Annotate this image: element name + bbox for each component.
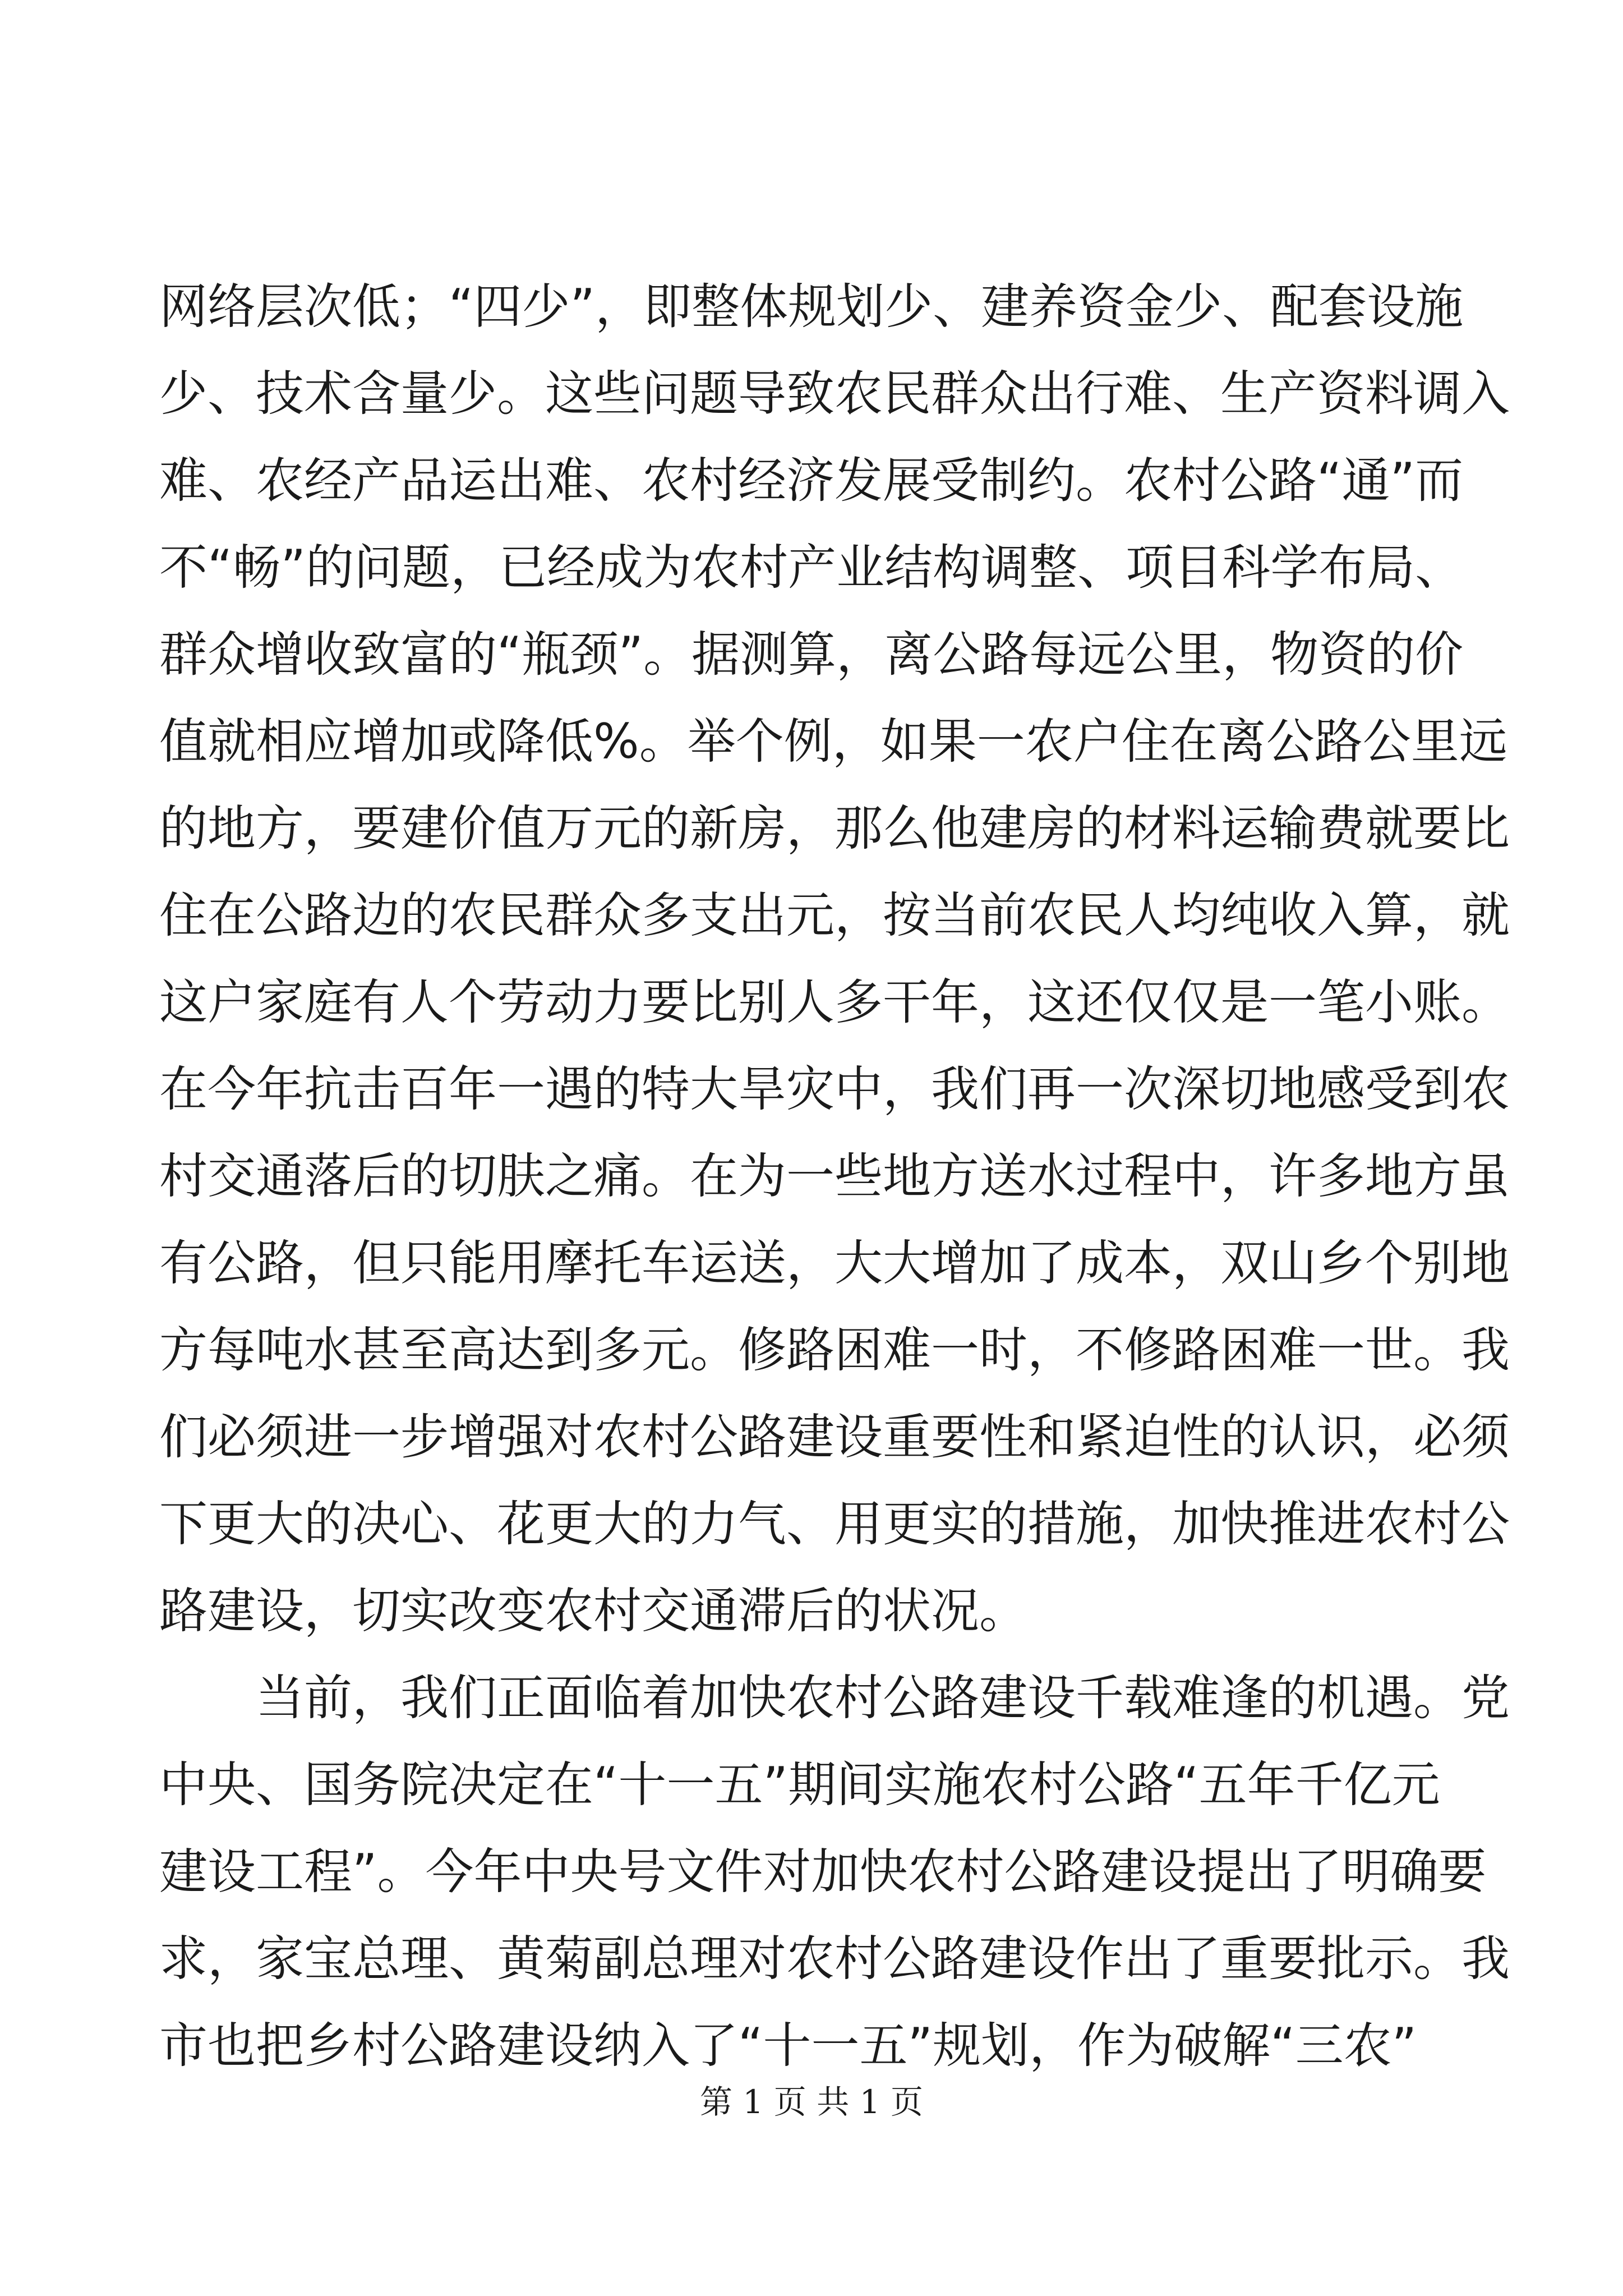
text-line: 有公路，但只能用摩托车运送，大大增加了成本，双山乡个别地 [159,1235,1510,1291]
text-line: 市也把乡村公路建设纳入了“十一五”规划，作为破解“三农” [159,2018,1417,2074]
text-line: 值就相应增加或降低%。举个例，如果一农户住在离公路公里远 [159,714,1507,770]
text-line: 的地方，要建价值万元的新房，那么他建房的材料运输费就要比 [159,800,1510,857]
text-line: 方每吨水甚至高达到多元。修路困难一时，不修路困难一世。我 [159,1322,1510,1378]
text-line: 少、技术含量少。这些问题导致农民群众出行难、生产资料调入 [159,366,1510,422]
text-line: 求，家宝总理、黄菊副总理对农村公路建设作出了重要批示。我 [159,1931,1510,1987]
text-line: 村交通落后的切肤之痛。在为一些地方送水过程中，许多地方虽 [159,1148,1510,1204]
text-line: 中央、国务院决定在“十一五”期间实施农村公路“五年千亿元 [159,1757,1440,1813]
paragraph-start-line: 当前，我们正面临着加快农村公路建设千载难逢的机遇。党 [256,1670,1510,1726]
text-line: 在今年抗击百年一遇的特大旱灾中，我们再一次深切地感受到农 [159,1061,1510,1117]
text-line: 群众增收致富的“瓶颈”。据测算，离公路每远公里，物资的价 [159,627,1464,683]
document-body [159,264,1510,2090]
text-line: 网络层次低；“四少”，即整体规划少、建养资金少、配套设施 [159,279,1464,335]
text-line: 住在公路边的农民群众多支出元，按当前农民人均纯收入算，就 [159,887,1510,944]
text-line: 路建设，切实改变农村交通滞后的状况。 [159,1583,1027,1639]
text-line: 难、农经产品运出难、农村经济发展受制约。农村公路“通”而 [159,453,1464,509]
text-line: 不“畅”的问题，已经成为农村产业结构调整、项目科学布局、 [159,540,1464,596]
text-line: 建设工程”。今年中央号文件对加快农村公路建设提出了明确要 [159,1844,1487,1900]
text-line: 们必须进一步增强对农村公路建设重要性和紧迫性的认识，必须 [159,1409,1510,1465]
text-line: 这户家庭有人个劳动力要比别人多干年，这还仅仅是一笔小账。 [159,974,1510,1030]
page-footer: 第 1 页 共 1 页 [700,2083,923,2121]
text-line: 下更大的决心、花更大的力气、用更实的措施，加快推进农村公 [159,1496,1510,1552]
